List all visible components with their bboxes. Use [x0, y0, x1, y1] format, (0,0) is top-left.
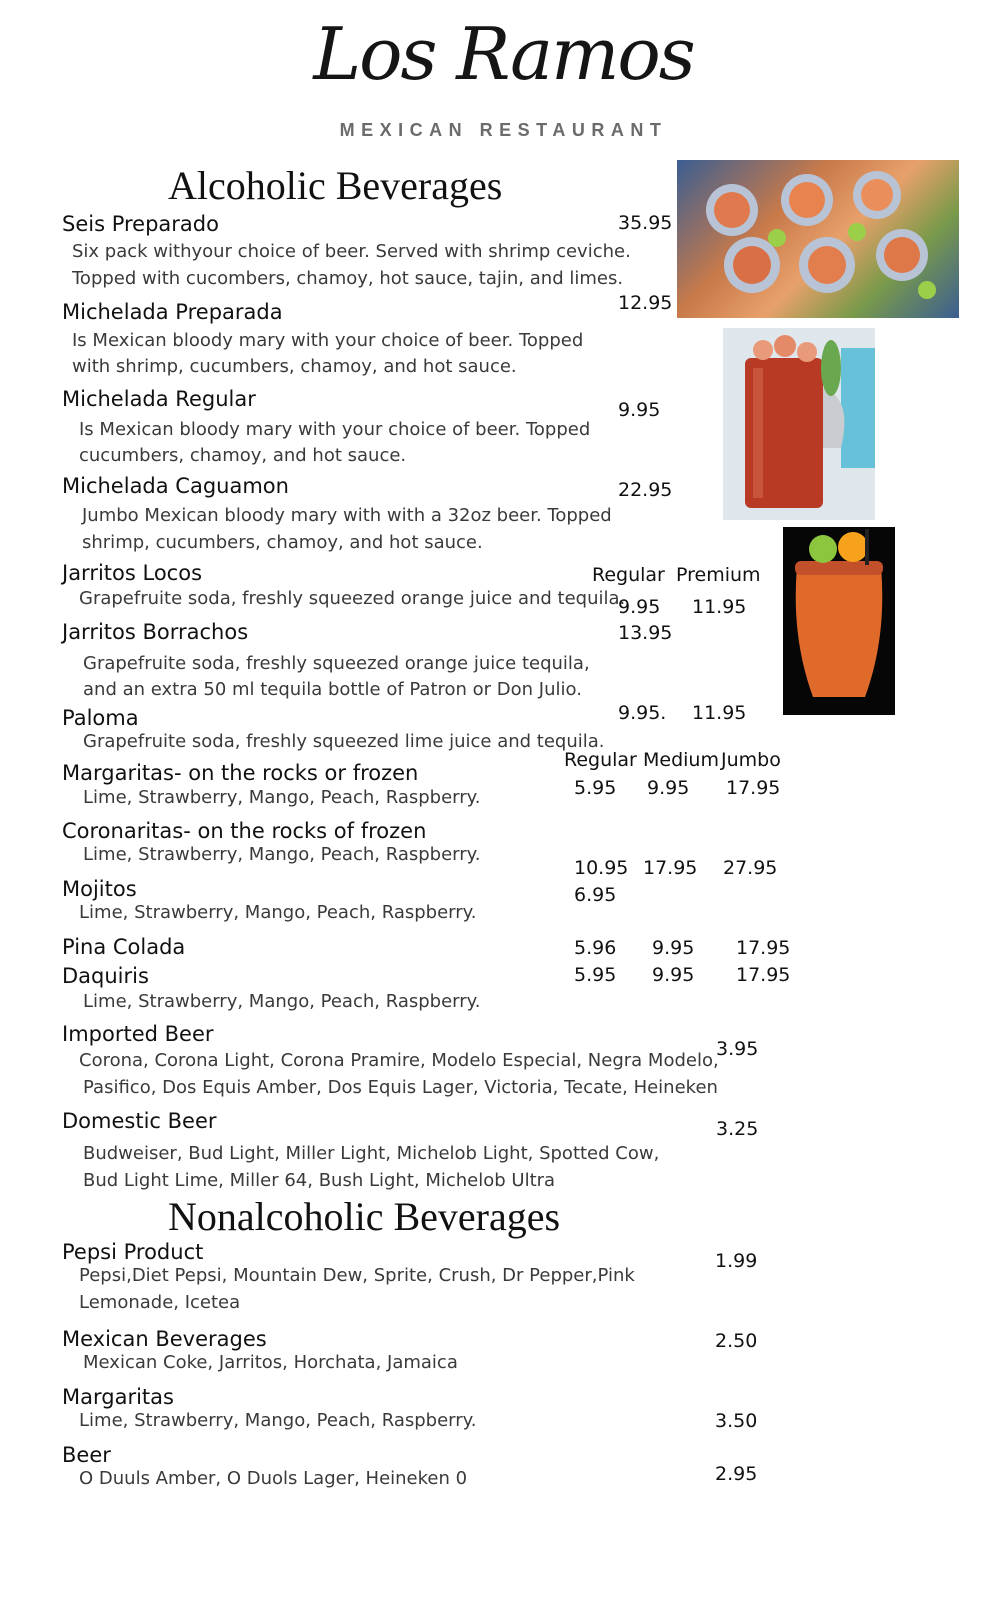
- paloma-name: Paloma: [62, 706, 139, 730]
- jarritos-locos-premium-price: 11.95: [692, 596, 747, 618]
- column-header-regular: Regular: [592, 564, 665, 586]
- michelada-glass-illustration: [723, 328, 875, 520]
- nonalc-beer-desc: O Duuls Amber, O Duols Lager, Heineken 0: [79, 1468, 468, 1489]
- mexican-beverages-name: Mexican Beverages: [62, 1327, 267, 1351]
- michelada-regular-price: 9.95: [618, 399, 661, 421]
- michelada-regular-desc: cucumbers, chamoy, and hot sauce.: [79, 445, 407, 466]
- pepsi-product-name: Pepsi Product: [62, 1240, 204, 1264]
- pina-colada-name: Pina Colada: [62, 935, 186, 959]
- mexican-beverages-desc: Mexican Coke, Jarritos, Horchata, Jamaica: [83, 1352, 458, 1373]
- nonalc-margaritas-name: Margaritas: [62, 1385, 174, 1409]
- michelada-preparada-desc: Is Mexican bloody mary with your choice of beer. Topped: [72, 330, 584, 351]
- mojitos-name: Mojitos: [62, 877, 137, 901]
- daquiris-jumbo-price: 17.95: [736, 964, 791, 986]
- coronaritas-desc: Lime, Strawberry, Mango, Peach, Raspberry.: [83, 844, 481, 865]
- nonalc-beer-name: Beer: [62, 1443, 111, 1467]
- paloma-premium-price: 11.95: [692, 702, 747, 724]
- coronaritas-name: Coronaritas- on the rocks of frozen: [62, 819, 427, 843]
- coronaritas-regular-price: 10.95: [574, 857, 629, 879]
- domestic-beer-price: 3.25: [716, 1118, 759, 1140]
- mojitos-desc: Lime, Strawberry, Mango, Peach, Raspberry.: [79, 902, 477, 923]
- imported-beer-desc: Pasifico, Dos Equis Amber, Dos Equis Lager, Victoria, Tecate, Heineken: [83, 1077, 718, 1098]
- nonalc-margaritas-price: 3.50: [715, 1410, 758, 1432]
- michelada-preparada-name: Michelada Preparada: [62, 300, 283, 324]
- column-header-jumbo: Jumbo: [721, 749, 781, 771]
- pina-colada-jumbo-price: 17.95: [736, 937, 791, 959]
- jarrito-photo: [783, 527, 895, 715]
- daquiris-desc: Lime, Strawberry, Mango, Peach, Raspberry.: [83, 991, 481, 1012]
- column-header-medium: Medium: [643, 749, 719, 771]
- michelada-preparada-desc: with shrimp, cucumbers, chamoy, and hot sauce.: [72, 356, 517, 377]
- margaritas-regular-price: 5.95: [574, 777, 617, 799]
- domestic-beer-desc: Budweiser, Bud Light, Miller Light, Michelob Light, Spotted Cow,: [83, 1143, 660, 1164]
- column-header-regular: Regular: [564, 749, 637, 771]
- alcoholic-section-title: Alcoholic Beverages: [168, 163, 503, 208]
- coronaritas-jumbo-price: 27.95: [723, 857, 778, 879]
- domestic-beer-desc: Bud Light Lime, Miller 64, Bush Light, Michelob Ultra: [83, 1170, 556, 1191]
- paloma-desc: Grapefruite soda, freshly squeezed lime juice and tequila.: [83, 731, 605, 752]
- pepsi-product-desc: Lemonade, Icetea: [79, 1292, 241, 1313]
- michelada-caguamon-desc: shrimp, cucumbers, chamoy, and hot sauce.: [82, 532, 483, 553]
- restaurant-logo: Los Ramos: [313, 12, 694, 96]
- mexican-beverages-price: 2.50: [715, 1330, 758, 1352]
- jarritos-borrachos-desc: Grapefruite soda, freshly squeezed orange juice tequila,: [83, 653, 590, 674]
- michelada-preparada-price: 12.95: [618, 292, 673, 314]
- pina-colada-medium-price: 9.95: [652, 937, 695, 959]
- margaritas-name: Margaritas- on the rocks or frozen: [62, 761, 419, 785]
- jarritos-locos-desc: Grapefruite soda, freshly squeezed orange juice and tequila.: [79, 588, 626, 609]
- margaritas-desc: Lime, Strawberry, Mango, Peach, Raspberry.: [83, 787, 481, 808]
- seis-preparado-desc: Six pack withyour choice of beer. Served with shrimp ceviche.: [72, 241, 631, 262]
- margaritas-jumbo-price: 17.95: [726, 777, 781, 799]
- michelada-caguamon-name: Michelada Caguamon: [62, 474, 289, 498]
- nonalc-margaritas-desc: Lime, Strawberry, Mango, Peach, Raspberry.: [79, 1410, 477, 1431]
- pepsi-product-price: 1.99: [715, 1250, 758, 1272]
- coronaritas-medium-price: 17.95: [643, 857, 698, 879]
- ceviche-cans-illustration: [677, 160, 959, 318]
- imported-beer-price: 3.95: [716, 1038, 759, 1060]
- michelada-caguamon-price: 22.95: [618, 479, 673, 501]
- seis-preparado-price: 35.95: [618, 212, 673, 234]
- margaritas-medium-price: 9.95: [647, 777, 690, 799]
- jarrito-cup-illustration: [783, 527, 895, 715]
- seis-preparado-name: Seis Preparado: [62, 212, 219, 236]
- imported-beer-desc: Corona, Corona Light, Corona Pramire, Modelo Especial, Negra Modelo,: [79, 1050, 719, 1071]
- nonalc-beer-price: 2.95: [715, 1463, 758, 1485]
- michelada-caguamon-desc: Jumbo Mexican bloody mary with with a 32oz beer. Topped: [82, 505, 612, 526]
- pepsi-product-desc: Pepsi,Diet Pepsi, Mountain Dew, Sprite, Crush, Dr Pepper,Pink: [79, 1265, 635, 1286]
- daquiris-medium-price: 9.95: [652, 964, 695, 986]
- column-header-premium: Premium: [676, 564, 761, 586]
- mojitos-price: 6.95: [574, 884, 617, 906]
- seis-preparado-photo: [677, 160, 959, 318]
- jarritos-locos-regular-price: 9.95: [618, 596, 661, 618]
- paloma-regular-price: 9.95.: [618, 702, 667, 724]
- michelada-regular-desc: Is Mexican bloody mary with your choice of beer. Topped: [79, 419, 591, 440]
- michelada-photo: [723, 328, 875, 520]
- daquiris-name: Daquiris: [62, 964, 149, 988]
- jarritos-borrachos-price: 13.95: [618, 622, 673, 644]
- michelada-regular-name: Michelada Regular: [62, 387, 256, 411]
- jarritos-locos-name: Jarritos Locos: [62, 561, 203, 585]
- jarritos-borrachos-name: Jarritos Borrachos: [62, 620, 249, 644]
- seis-preparado-desc: Topped with cucombers, chamoy, hot sauce, tajin, and limes.: [72, 268, 624, 289]
- imported-beer-name: Imported Beer: [62, 1022, 214, 1046]
- pina-colada-regular-price: 5.96: [574, 937, 617, 959]
- jarritos-borrachos-desc: and an extra 50 ml tequila bottle of Patron or Don Julio.: [83, 679, 582, 700]
- restaurant-tagline: MEXICAN RESTAURANT: [339, 120, 668, 140]
- daquiris-regular-price: 5.95: [574, 964, 617, 986]
- nonalcoholic-section-title: Nonalcoholic Beverages: [168, 1194, 561, 1239]
- domestic-beer-name: Domestic Beer: [62, 1109, 217, 1133]
